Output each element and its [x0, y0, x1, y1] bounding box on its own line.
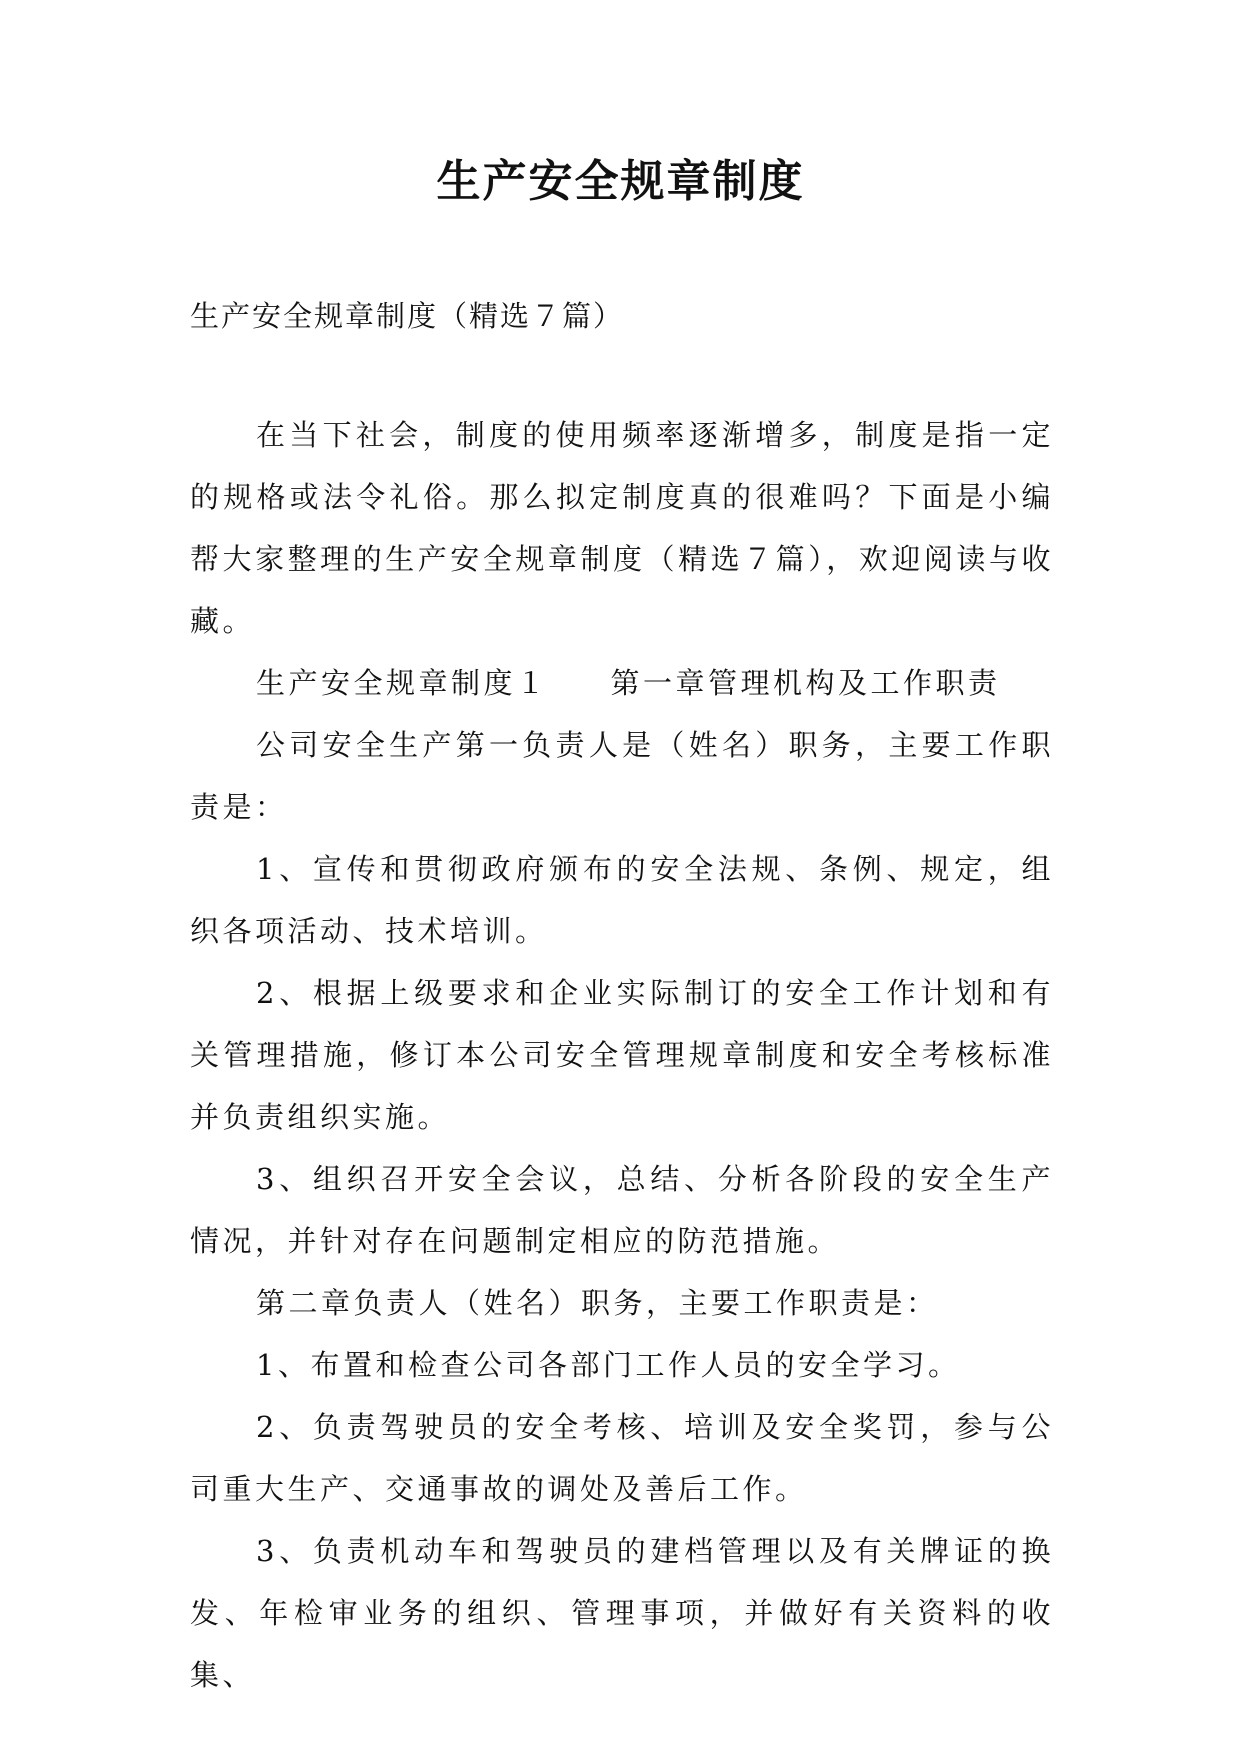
document-body — [190, 404, 1054, 1706]
body-paragraph: 1、布置和检查公司各部门工作人员的安全学习。 — [256, 1348, 961, 1382]
body-paragraph: 2、根据上级要求和企业实际制订的安全工作计划和有关管理措施，修订本公司安全管理规章制度和安全考核标准并负责组织实施。 — [190, 976, 1054, 1134]
body-paragraph: 3、负责机动车和驾驶员的建档管理以及有关牌证的换发、年检审业务的组织、管理事项，并做好有关资料的收集、 — [190, 1534, 1054, 1692]
body-paragraph: 2、负责驾驶员的安全考核、培训及安全奖罚，参与公司重大生产、交通事故的调处及善后工作。 — [190, 1410, 1054, 1506]
body-paragraph: 1、宣传和贯彻政府颁布的安全法规、条例、规定，组织各项活动、技术培训。 — [190, 852, 1054, 948]
body-paragraph: 3、组织召开安全会议，总结、分析各阶段的安全生产情况，并针对存在问题制定相应的防范措施。 — [190, 1162, 1054, 1258]
intro-paragraph: 在当下社会，制度的使用频率逐渐增多，制度是指一定的规格或法令礼俗。那么拟定制度真的很难吗？下面是小编帮大家整理的生产安全规章制度（精选７篇），欢迎阅读与收藏。 — [190, 418, 1054, 638]
document-title: 生产安全规章制度 — [436, 156, 805, 207]
chapter2-paragraph: 第二章负责人（姓名）职务，主要工作职责是： — [256, 1286, 939, 1320]
document-subtitle: 生产安全规章制度（精选７篇） — [190, 299, 625, 333]
section-heading — [190, 652, 1054, 714]
section-label: 生产安全规章制度１ — [256, 666, 549, 700]
chapter-title: 第一章管理机构及工作职责 — [610, 666, 1001, 700]
body-paragraph: 公司安全生产第一负责人是（姓名）职务，主要工作职责是： — [190, 728, 1054, 824]
